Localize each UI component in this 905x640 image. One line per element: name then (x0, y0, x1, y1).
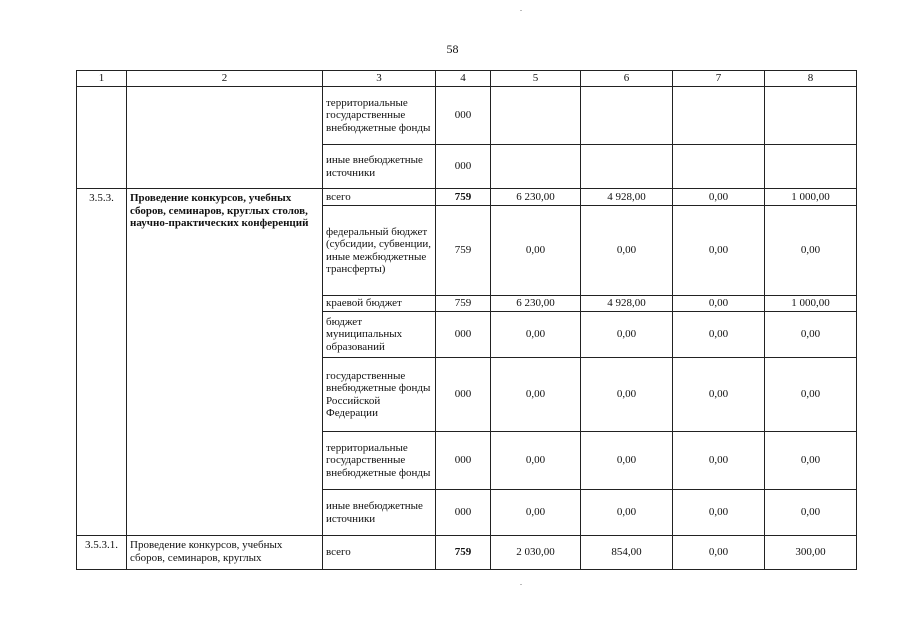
cell-col4: 000 (436, 358, 491, 432)
row-code: 3.5.3. (77, 189, 127, 536)
scan-speck (520, 10, 522, 11)
funding-source: территориальные государственные внебюджетные фонды (323, 432, 436, 490)
cell-col8: 0,00 (765, 206, 857, 296)
cell-col4: 000 (436, 312, 491, 358)
cell-col5: 0,00 (491, 432, 581, 490)
cell-col7: 0,00 (673, 189, 765, 206)
column-header: 1 (77, 71, 127, 87)
cell-col6: 0,00 (581, 312, 673, 358)
column-header: 7 (673, 71, 765, 87)
funding-source: федеральный бюджет (субсидии, субвенции, иные межбюджетные трансферты) (323, 206, 436, 296)
column-header: 8 (765, 71, 857, 87)
funding-source: бюджет муниципальных образований (323, 312, 436, 358)
cell-col6 (581, 87, 673, 145)
cell-col7: 0,00 (673, 358, 765, 432)
cell-col4: 759 (436, 189, 491, 206)
cell-col7: 0,00 (673, 432, 765, 490)
cell-col5: 2 030,00 (491, 536, 581, 570)
table-row (77, 189, 857, 206)
cell-col7: 0,00 (673, 490, 765, 536)
cell-col8: 300,00 (765, 536, 857, 570)
funding-source: иные внебюджетные источники (323, 490, 436, 536)
page-number: 58 (446, 42, 459, 56)
table-row (77, 536, 857, 570)
cell-col7: 0,00 (673, 206, 765, 296)
cell-col4: 759 (436, 206, 491, 296)
funding-source: территориальные государственные внебюджетные фонды (323, 87, 436, 145)
cell-col6: 0,00 (581, 432, 673, 490)
cell-col6: 0,00 (581, 206, 673, 296)
column-header: 5 (491, 71, 581, 87)
funding-source: иные внебюджетные источники (323, 145, 436, 189)
cell-col5: 0,00 (491, 358, 581, 432)
cell-col8 (765, 87, 857, 145)
cell-col7: 0,00 (673, 296, 765, 312)
cell-col8 (765, 145, 857, 189)
cell-col4: 759 (436, 296, 491, 312)
funding-source: государственные внебюджетные фонды Российской Федерации (323, 358, 436, 432)
cell-col6: 4 928,00 (581, 189, 673, 206)
cell-col6: 4 928,00 (581, 296, 673, 312)
cell-col5: 0,00 (491, 490, 581, 536)
budget-table (76, 70, 857, 570)
column-header: 4 (436, 71, 491, 87)
cell-col4: 000 (436, 87, 491, 145)
cell-col4: 000 (436, 490, 491, 536)
column-header: 2 (127, 71, 323, 87)
column-header: 6 (581, 71, 673, 87)
row-code: 3.5.3.1. (77, 536, 127, 570)
cell-col8: 0,00 (765, 358, 857, 432)
cell-col8: 1 000,00 (765, 189, 857, 206)
row-name: Проведение конкурсов, учебных сборов, семинаров, круглых столов, научно-практических конференций (127, 189, 323, 536)
cell-col5: 0,00 (491, 312, 581, 358)
cell-col6: 0,00 (581, 490, 673, 536)
column-header: 3 (323, 71, 436, 87)
cell-col5: 0,00 (491, 206, 581, 296)
cell-col6: 854,00 (581, 536, 673, 570)
row-code (77, 87, 127, 189)
cell-col8: 0,00 (765, 490, 857, 536)
cell-col6 (581, 145, 673, 189)
funding-source: всего (323, 189, 436, 206)
cell-col7 (673, 145, 765, 189)
row-name (127, 87, 323, 189)
table-row (77, 87, 857, 145)
cell-col7 (673, 87, 765, 145)
funding-source: краевой бюджет (323, 296, 436, 312)
cell-col6: 0,00 (581, 358, 673, 432)
cell-col5 (491, 87, 581, 145)
cell-col8: 0,00 (765, 432, 857, 490)
cell-col7: 0,00 (673, 312, 765, 358)
cell-col5: 6 230,00 (491, 189, 581, 206)
cell-col4: 000 (436, 145, 491, 189)
cell-col5 (491, 145, 581, 189)
row-name: Проведение конкурсов, учебных сборов, семинаров, круглых (127, 536, 323, 570)
cell-col4: 759 (436, 536, 491, 570)
cell-col5: 6 230,00 (491, 296, 581, 312)
cell-col7: 0,00 (673, 536, 765, 570)
scan-speck (520, 584, 522, 585)
funding-source: всего (323, 536, 436, 570)
cell-col8: 0,00 (765, 312, 857, 358)
cell-col8: 1 000,00 (765, 296, 857, 312)
column-header-row (77, 71, 857, 87)
cell-col4: 000 (436, 432, 491, 490)
